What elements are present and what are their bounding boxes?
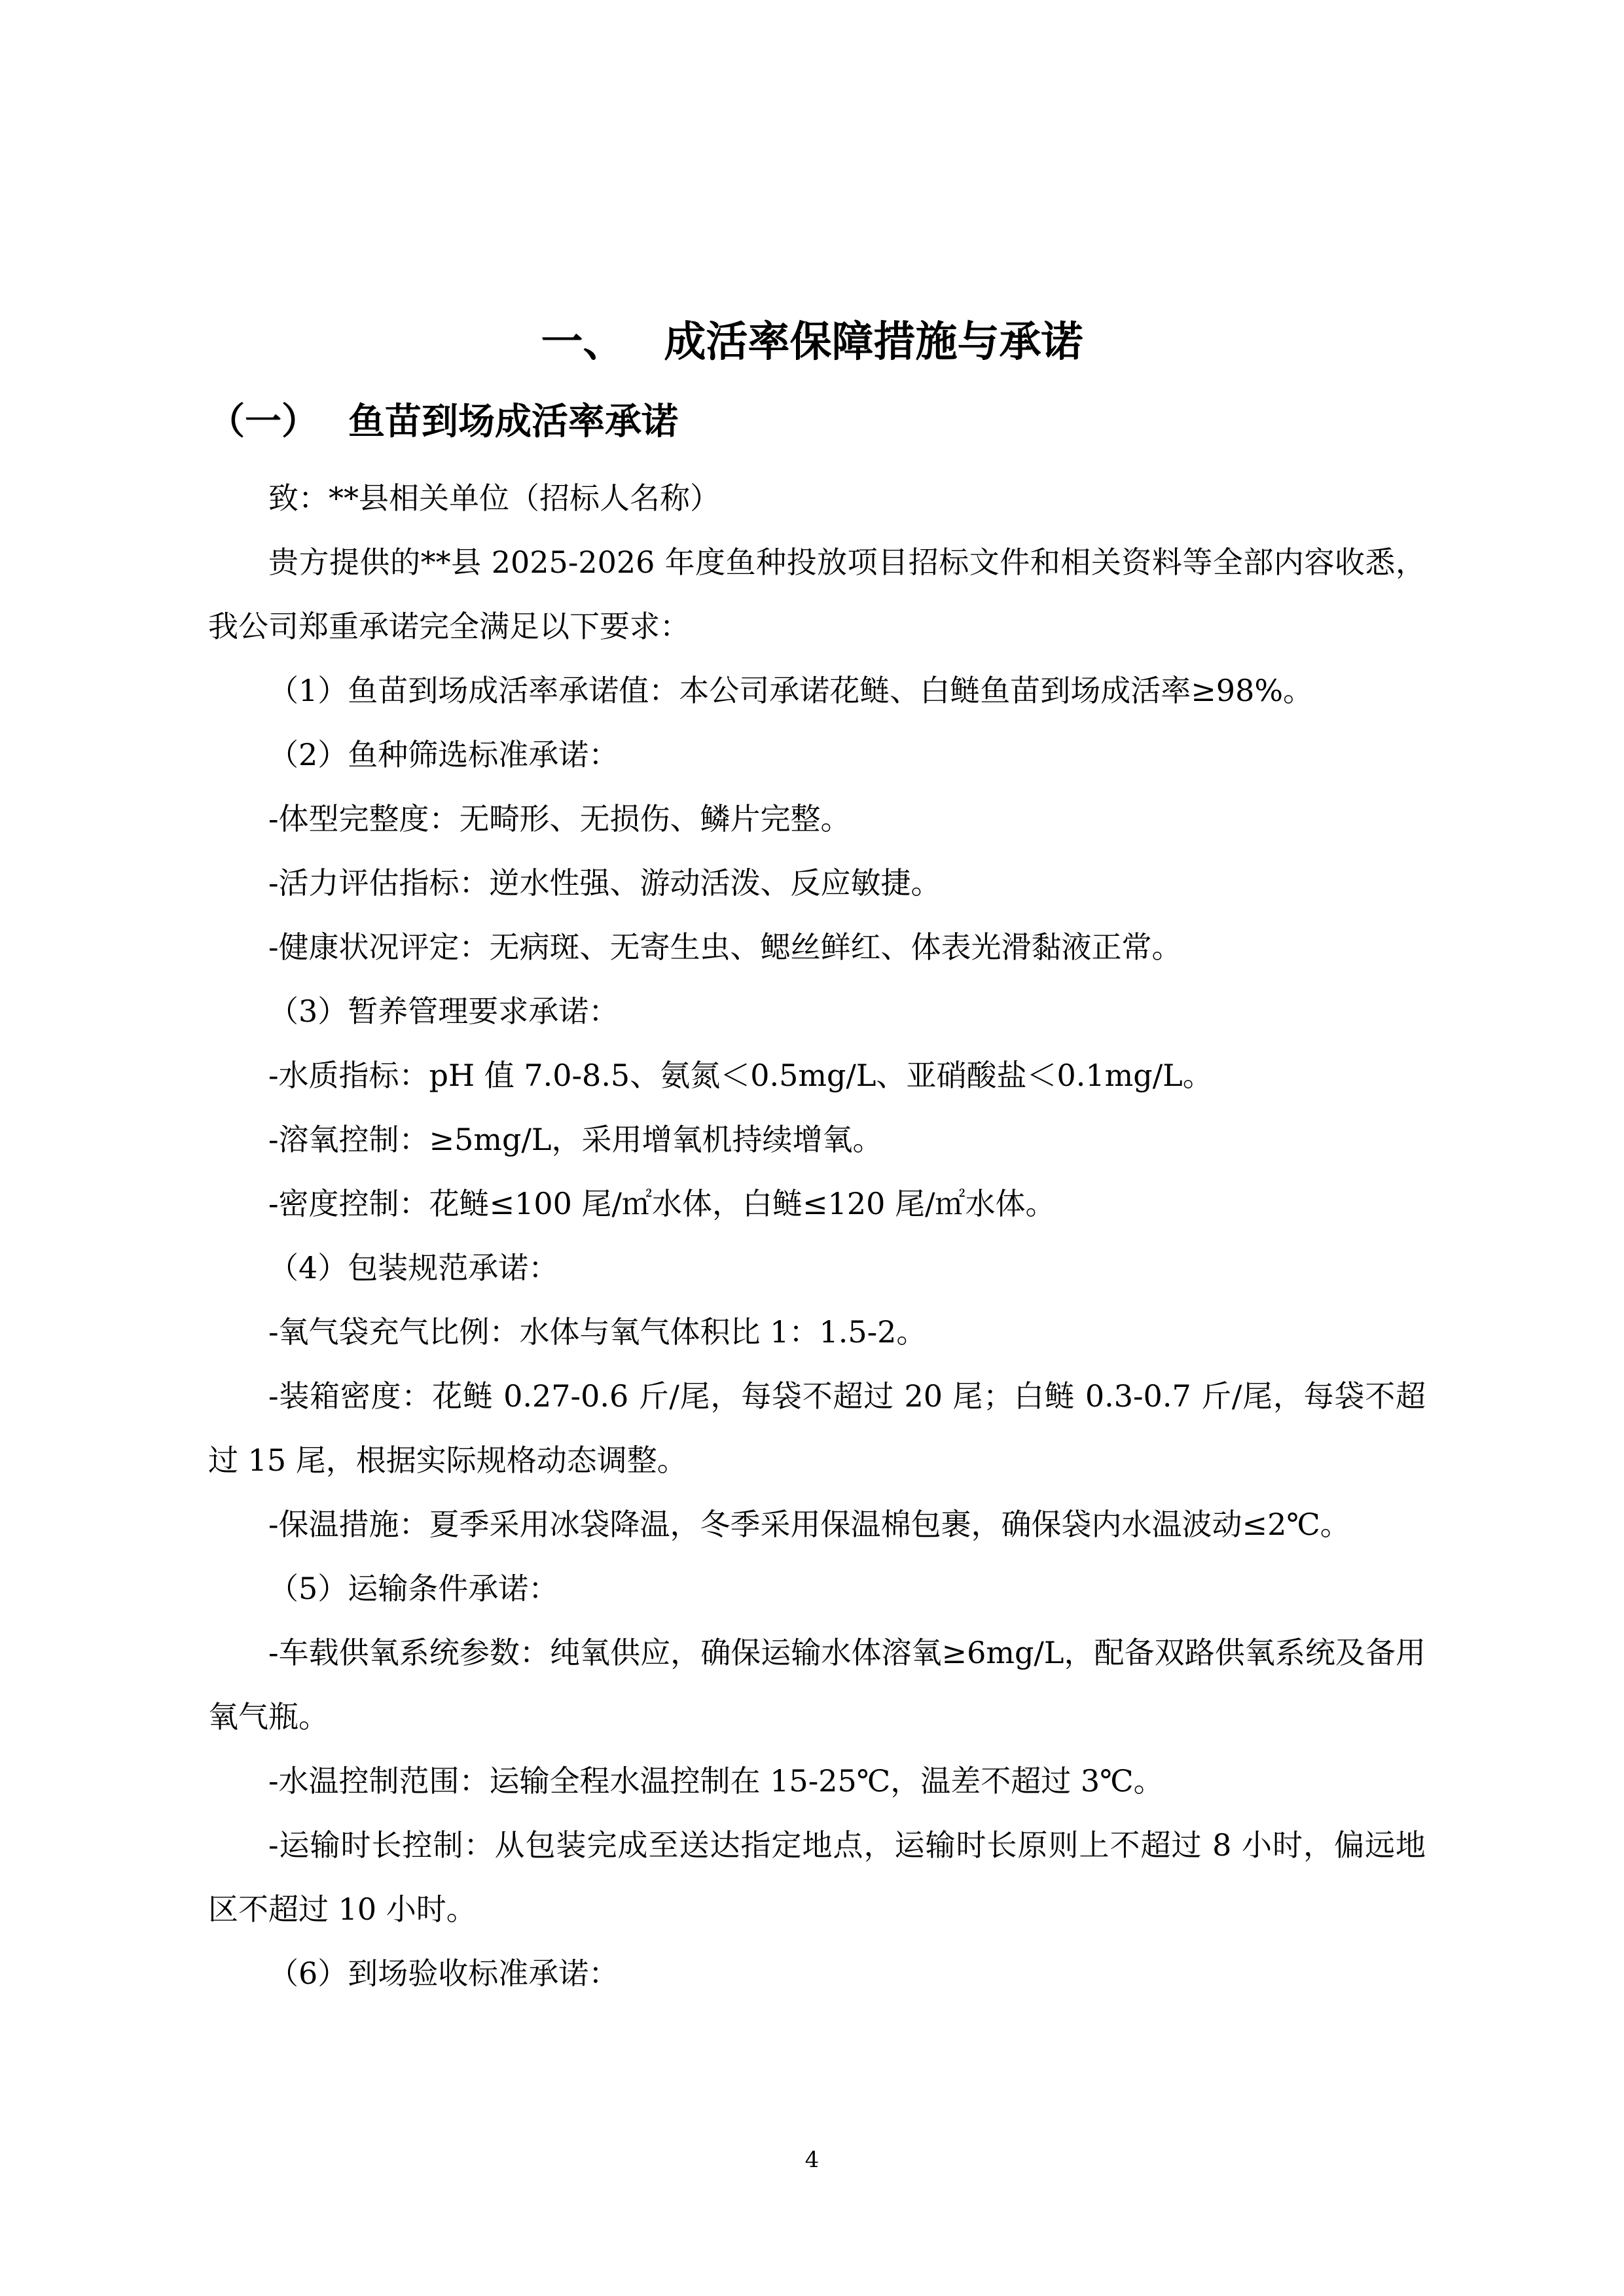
body-text <box>208 466 1426 2005</box>
paragraph: （1）鱼苗到场成活率承诺值：本公司承诺花鲢、白鲢鱼苗到场成活率≥98%。 <box>268 673 1314 708</box>
paragraph: -水温控制范围：运输全程水温控制在 15-25℃，温差不超过 3℃。 <box>268 1763 1164 1799</box>
paragraph: -氧气袋充气比例：水体与氧气体积比 1：1.5-2。 <box>268 1314 927 1350</box>
paragraph: -装箱密度：花鲢 0.27-0.6 斤/尾，每袋不超过 20 尾；白鲢 0.3-0.7 斤/尾，每袋不超过 15 尾，根据实际规格动态调整。 <box>208 1378 1426 1478</box>
paragraph: -健康状况评定：无病斑、无寄生虫、鳃丝鲜红、体表光滑黏液正常。 <box>268 929 1182 965</box>
paragraph: （4）包装规范承诺： <box>268 1250 559 1285</box>
paragraph: -车载供氧系统参数：纯氧供应，确保运输水体溶氧≥6mg/L，配备双路供氧系统及备用氧气瓶。 <box>208 1635 1426 1734</box>
paragraph: （5）运输条件承诺： <box>268 1571 559 1606</box>
subsection-title: 鱼苗到场成活率承诺 <box>348 401 678 443</box>
paragraph: -体型完整度：无畸形、无损伤、鳞片完整。 <box>268 801 851 836</box>
paragraph: -密度控制：花鲢≤100 尾/㎡水体，白鲢≤120 尾/㎡水体。 <box>268 1186 1056 1221</box>
paragraph: （6）到场验收标准承诺： <box>268 1956 619 1991</box>
subsection-number: （一） <box>208 401 318 443</box>
paragraph: -活力评估指标：逆水性强、游动活泼、反应敏捷。 <box>268 865 941 901</box>
paragraph: （2）鱼种筛选标准承诺： <box>268 737 619 772</box>
paragraph: 贵方提供的**县 2025-2026 年度鱼种投放项目招标文件和相关资料等全部内容收悉，我公司郑重承诺完全满足以下要求： <box>208 545 1426 644</box>
subsection-heading <box>208 396 678 448</box>
page-number: 4 <box>804 2147 820 2173</box>
paragraph: -水质指标：pH 值 7.0-8.5、氨氮＜0.5mg/L、亚硝酸盐＜0.1mg/L。 <box>268 1058 1213 1093</box>
paragraph: -运输时长控制：从包装完成至送达指定地点，运输时长原则上不超过 8 小时，偏远地区不超过 10 小时。 <box>208 1827 1426 1927</box>
section-title: 成活率保障措施与承诺 <box>664 318 1083 367</box>
recipient-line: 致：**县相关单位（招标人名称） <box>268 480 720 516</box>
section-number: 一、 <box>541 318 625 367</box>
paragraph: -溶氧控制：≥5mg/L，采用增氧机持续增氧。 <box>268 1122 883 1157</box>
section-heading <box>0 313 1624 372</box>
paragraph: -保温措施：夏季采用冰袋降温，冬季采用保温棉包裹，确保袋内水温波动≤2℃。 <box>268 1507 1350 1542</box>
paragraph: （3）暂养管理要求承诺： <box>268 994 619 1029</box>
